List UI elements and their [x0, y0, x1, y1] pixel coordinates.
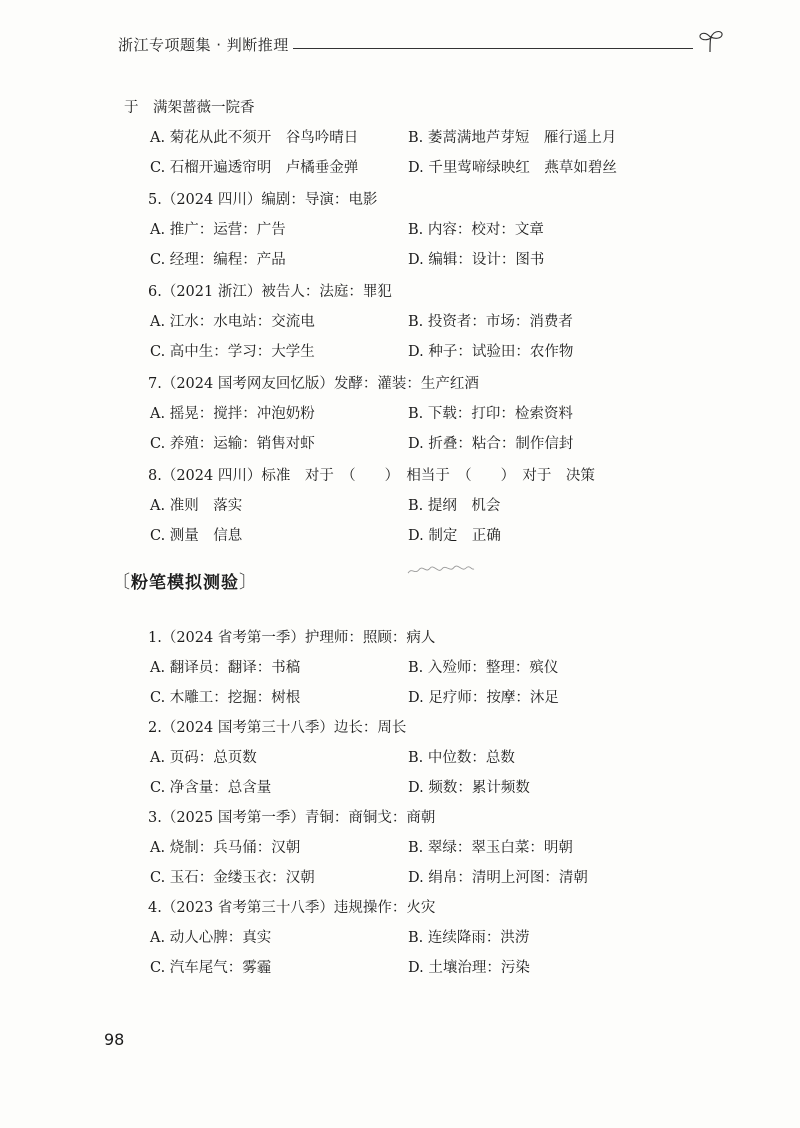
option-c: C. 汽车尾气：雾霾	[150, 960, 272, 976]
handwritten-scribble	[406, 563, 476, 580]
page-header	[118, 34, 728, 58]
option-a: A. 动人心脾：真实	[150, 930, 272, 946]
option-b: B. 中位数：总数	[408, 750, 515, 766]
option-d: D. 编辑：设计：图书	[408, 252, 545, 268]
option-a: A. 页码：总页数	[150, 750, 257, 766]
option-a: A. 准则 落实	[150, 498, 243, 514]
header-rule	[293, 48, 693, 49]
question-stem: 3.（2025 国考第一季）青铜：商铜戈：商朝	[148, 810, 436, 826]
page-number: 98	[104, 1030, 125, 1049]
option-c: C. 玉石：金缕玉衣：汉朝	[150, 870, 315, 886]
option-d: D. 折叠：粘合：制作信封	[408, 436, 574, 452]
section-title-text: 粉笔模拟测验	[131, 573, 239, 593]
option-a: A. 摇晃：搅拌：冲泡奶粉	[150, 406, 315, 422]
option-d: D. 频数：累计频数	[408, 780, 530, 796]
option-a: A. 烧制：兵马俑：汉朝	[150, 840, 301, 856]
section-heading	[112, 568, 258, 594]
option-d: D. 制定 正确	[408, 528, 501, 544]
option-b: B. 下载：打印：检索资料	[408, 406, 573, 422]
option-c: C. 石榴开遍透帘明 卢橘垂金弹	[150, 160, 359, 176]
option-b: B. 萎蒿满地芦芽短 雁行遥上月	[408, 130, 617, 146]
bracket-right: 〕	[239, 572, 258, 593]
option-b: B. 内容：校对：文章	[408, 222, 544, 238]
option-a: A. 翻译员：翻译：书稿	[150, 660, 301, 676]
option-c: C. 测量 信息	[150, 528, 243, 544]
header-title: 浙江专项题集 · 判断推理	[118, 36, 289, 54]
question-stem: 7.（2024 国考网友回忆版）发酵：灌装：生产红酒	[148, 376, 479, 392]
sprout-icon	[696, 28, 726, 54]
option-b: B. 入殓师：整理：殡仪	[408, 660, 559, 676]
option-b: B. 翠绿：翠玉白菜：明朝	[408, 840, 573, 856]
option-a: A. 推广：运营：广告	[150, 222, 286, 238]
option-d: D. 土壤治理：污染	[408, 960, 530, 976]
option-c: C. 经理：编程：产品	[150, 252, 286, 268]
question-stem: 2.（2024 国考第三十八季）边长：周长	[148, 720, 407, 736]
option-d: D. 种子：试验田：农作物	[408, 344, 574, 360]
option-b: B. 提纲 机会	[408, 498, 501, 514]
option-c: C. 木雕工：挖掘：树根	[150, 690, 301, 706]
option-d: D. 千里莺啼绿映红 燕草如碧丝	[408, 160, 617, 176]
question-stem: 4.（2023 省考第三十八季）违规操作：火灾	[148, 900, 436, 916]
bracket-left: 〔	[112, 572, 131, 593]
question-stem: 8.（2024 四川）标准 对于 （ ） 相当于 （ ） 对于 决策	[148, 468, 595, 484]
option-a: A. 菊花从此不须开 谷鸟吟晴日	[150, 130, 359, 146]
option-d: D. 绢帛：清明上河图：清朝	[408, 870, 588, 886]
option-a: A. 江水：水电站：交流电	[150, 314, 315, 330]
question-stem: 5.（2024 四川）编剧：导演：电影	[148, 192, 378, 208]
option-c: C. 养殖：运输：销售对虾	[150, 436, 315, 452]
option-b: B. 连续降雨：洪涝	[408, 930, 530, 946]
continued-text: 于 满架蔷薇一院香	[124, 100, 255, 116]
question-stem: 1.（2024 省考第一季）护理师：照顾：病人	[148, 630, 436, 646]
option-c: C. 净含量：总含量	[150, 780, 272, 796]
option-b: B. 投资者：市场：消费者	[408, 314, 573, 330]
option-d: D. 足疗师：按摩：沐足	[408, 690, 559, 706]
option-c: C. 高中生：学习：大学生	[150, 344, 315, 360]
question-stem: 6.（2021 浙江）被告人：法庭：罪犯	[148, 284, 392, 300]
